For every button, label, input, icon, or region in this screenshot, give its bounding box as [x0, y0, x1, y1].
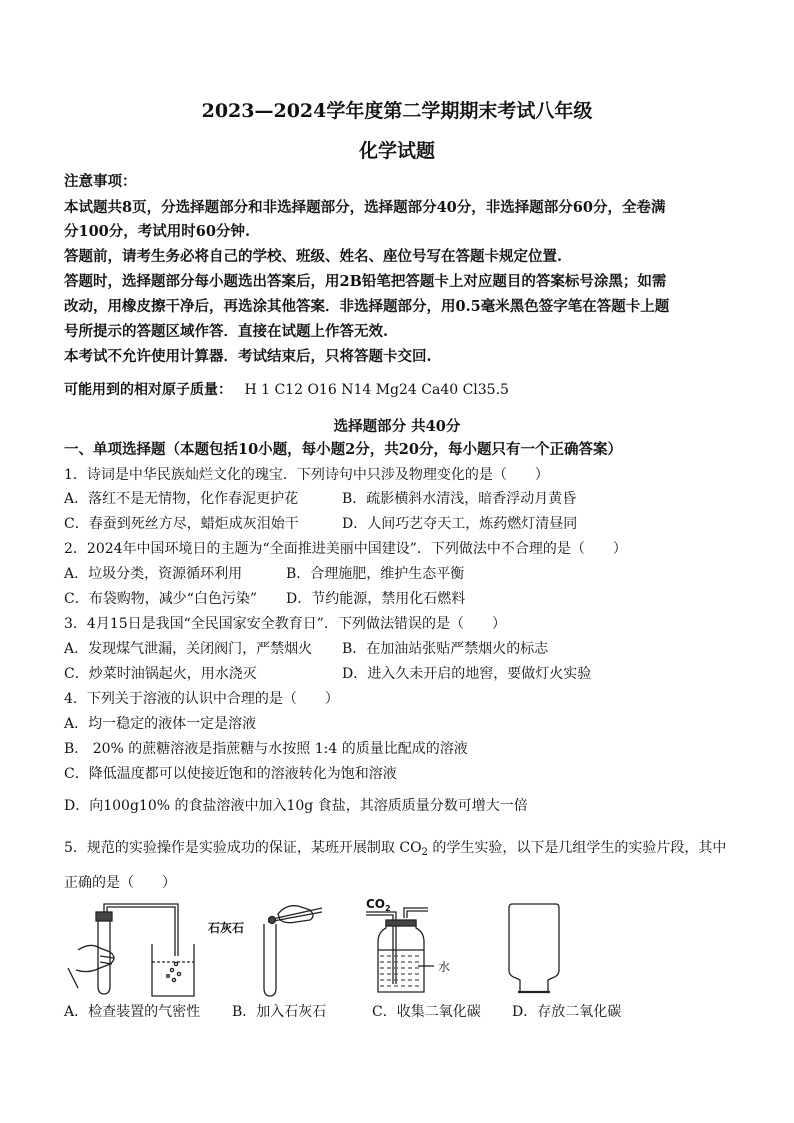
water-label: 水: [438, 960, 451, 974]
question-4-stem: 4．下列关于溶液的认识中合理的是（ ）: [64, 691, 339, 707]
notes-line: 改动，用橡皮擦干净后，再选涂其他答案．非选择题部分，用0.5毫米黑色签字笔在答题卡上题: [64, 298, 670, 315]
exam-title: 2023—2024学年度第二学期期末考试八年级: [201, 100, 593, 122]
q4-option-a: A．均一稳定的液体一定是溶液: [64, 716, 257, 732]
limestone-label: 石灰石: [208, 921, 245, 935]
subject-title: 化学试题: [358, 140, 435, 162]
notes-heading: 注意事项：: [64, 173, 137, 190]
q1-option-c: C．春蚕到死丝方尽，蜡炬成灰泪始干: [64, 516, 299, 532]
add-limestone-figure: [206, 898, 336, 1000]
question-3-stem: 3．4月15日是我国“全民国家安全教育日”．下列做法错误的是（ ）: [64, 616, 506, 632]
co2-label-sub: 2: [385, 904, 391, 913]
q5-option-c: C．收集二氧化碳: [372, 1004, 481, 1020]
co2-label-main: CO: [366, 897, 386, 911]
notes-line: 本考试不允许使用计算器．考试结束后，只将答题卡交回.: [64, 348, 432, 365]
collect-co2-figure: [360, 892, 480, 1002]
q5-stem-part-a: 5．规范的实验操作是实验成功的保证，某班开展制取 CO: [64, 840, 422, 856]
airtightness-check-figure: [64, 898, 204, 1000]
q2-option-d: D．节约能源，禁用化石燃料: [286, 591, 466, 607]
notes-line: 答题时，选择题部分每小题选出答案后，用2B铅笔把答题卡上对应题目的答案标号涂黑；如需: [64, 273, 667, 290]
q1-option-b: B．疏影横斜水清浅，暗香浮动月黄昏: [342, 491, 577, 507]
q3-option-b: B．在加油站张贴严禁烟火的标志: [342, 641, 549, 657]
question-5-stem-line2: 正确的是（ ）: [64, 875, 176, 891]
q4-option-c: C．降低温度都可以使接近饱和的溶液转化为饱和溶液: [64, 766, 397, 782]
q4-option-d: D．向100g10% 的食盐溶液中加入10g 食盐，其溶质质量分数可增大一倍: [64, 798, 528, 814]
notes-line: 号所提示的答题区域作答．直接在试题上作答无效.: [64, 323, 389, 340]
question-2-stem: 2．2024年中国环境日的主题为“全面推进美丽中国建设”．下列做法中不合理的是（ ）: [64, 541, 627, 557]
notes-line: 本试题共8页，分选择题部分和非选择题部分，选择题部分40分，非选择题部分60分，全卷满: [64, 199, 666, 216]
q1-option-a: A．落红不是无情物，化作春泥更护花: [64, 491, 299, 507]
q5-stem-part-b: 的学生实验，以下是几组学生的实验片段，其中: [427, 840, 727, 856]
notes-line: 分100分，考试用时60分钟.: [64, 223, 250, 240]
q2-option-c: C．布袋购物，减少“白色污染”: [64, 591, 258, 607]
q5-option-d: D．存放二氧化碳: [512, 1004, 622, 1020]
q1-option-d: D．人间巧艺夺天工，炼药燃灯清昼同: [342, 516, 578, 532]
notes-line: 答题前，请考生务必将自己的学校、班级、姓名、座位号写在答题卡规定位置.: [64, 248, 563, 265]
atomic-mass-row: [64, 380, 509, 400]
atomic-mass-label: 可能用到的相对原子质量：: [64, 382, 232, 398]
q3-option-c: C．炒菜时油锅起火，用水浇灭: [64, 666, 257, 682]
q5-option-b: B．加入石灰石: [232, 1004, 327, 1020]
question-5-stem: [64, 838, 726, 863]
question-1-stem: 1．诗词是中华民族灿烂文化的瑰宝．下列诗句中只涉及物理变化的是（ ）: [64, 467, 549, 483]
part-heading: 一、单项选择题（本题包括10小题，每小题2分，共20分，每小题只有一个正确答案）: [64, 441, 622, 458]
q2-option-b: B．合理施肥，维护生态平衡: [286, 566, 465, 582]
q5-option-a: A．检查装置的气密性: [64, 1004, 201, 1020]
q3-option-d: D．进入久未开启的地窖，要做灯火实验: [342, 666, 592, 682]
co2-label: [366, 897, 391, 913]
atomic-mass-values: H 1 C12 O16 N14 Mg24 Ca40 Cl35.5: [244, 382, 509, 398]
store-co2-figure: [504, 900, 564, 998]
section-title: 选择题部分 共40分: [333, 418, 461, 435]
q2-option-a: A．垃圾分类，资源循环利用: [64, 566, 243, 582]
q3-option-a: A．发现煤气泄漏，关闭阀门，严禁烟火: [64, 641, 313, 657]
q5-stem-subscript: 2: [421, 847, 428, 858]
q4-option-b: B． 20% 的蔗糖溶液是指蔗糖与水按照 1:4 的质量比配成的溶液: [64, 741, 468, 757]
